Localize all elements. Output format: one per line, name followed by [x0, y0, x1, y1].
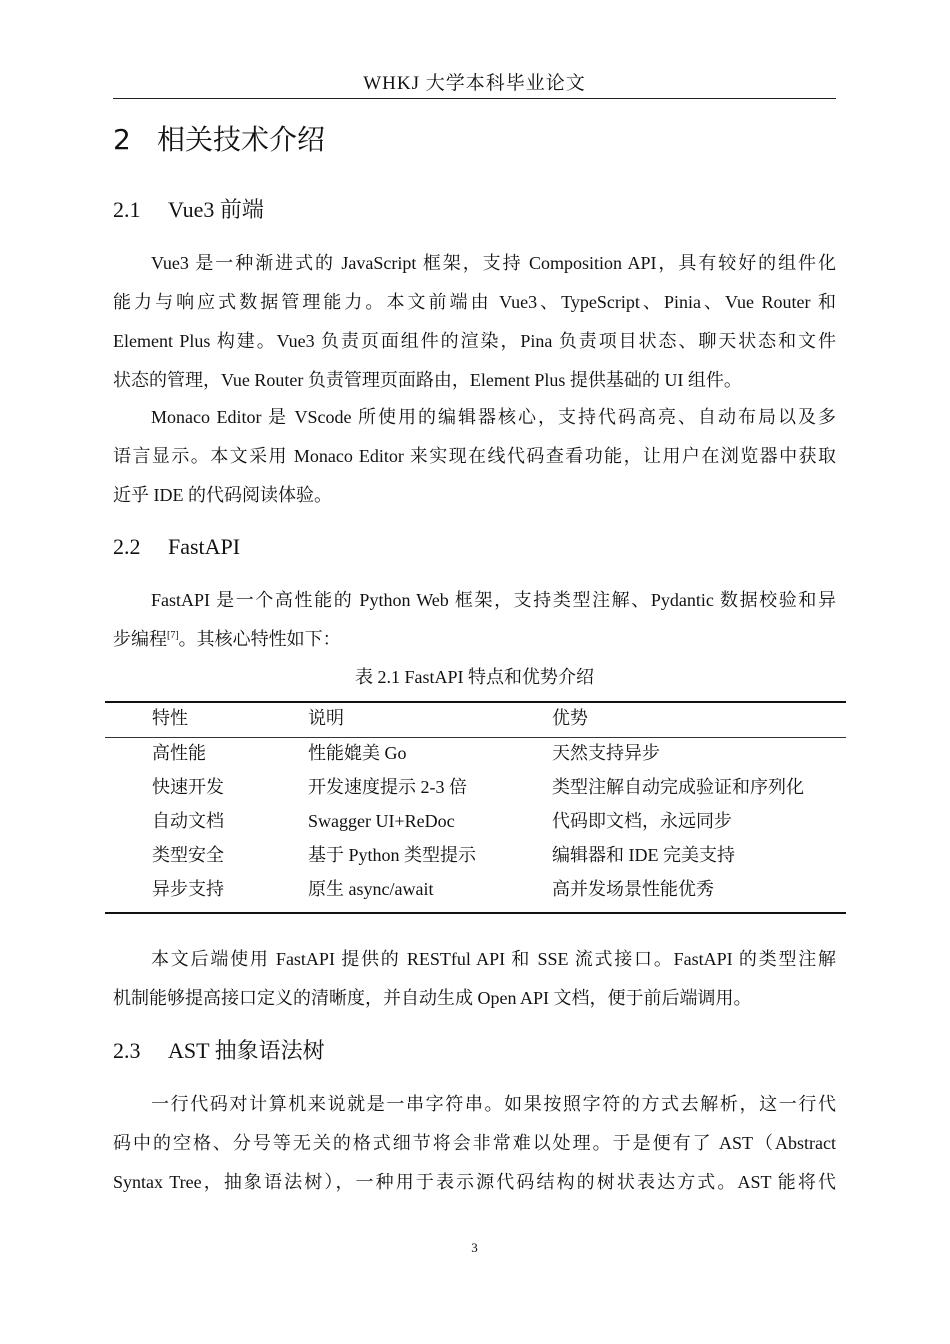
table-header-cell: 说明: [308, 708, 344, 728]
citation-marker: [7]: [167, 630, 179, 641]
table-cell: 高并发场景性能优秀: [552, 879, 714, 899]
page-number: 3: [471, 1240, 478, 1255]
paragraph-fastapi-intro: [113, 581, 836, 659]
section-title: Vue3 前端: [168, 197, 264, 222]
section-title: AST 抽象语法树: [168, 1038, 325, 1063]
table-header-cell: 优势: [552, 708, 588, 728]
chapter-number: 2: [113, 123, 131, 156]
section-number: 2.2: [113, 534, 141, 559]
table-row: [105, 840, 846, 874]
text-fragment: 。其核心特性如下：: [178, 629, 341, 649]
table-cell: Swagger UI+ReDoc: [308, 811, 455, 831]
text-line: 能力与响应式数据管理能力。本文前端由 Vue3、TypeScript、Pinia、Vue Router 和: [113, 292, 836, 312]
table-cell: 自动文档: [152, 811, 224, 831]
table-cell: 异步支持: [152, 879, 224, 899]
chapter-title: 相关技术介绍: [157, 123, 326, 156]
table-cell: 类型安全: [152, 845, 224, 865]
section-heading-2-3: [113, 1036, 325, 1066]
table-row: [105, 806, 846, 840]
text-line: [113, 620, 836, 659]
text-line: 本文后端使用 FastAPI 提供的 RESTful API 和 SSE 流式接口。FastAPI 的类型注解: [151, 949, 836, 969]
running-header: WHKJ 大学本科毕业论文: [363, 73, 586, 94]
table-cell: 基于 Python 类型提示: [308, 845, 477, 865]
table-body: [105, 738, 846, 912]
table-cell: 类型注解自动完成验证和序列化: [552, 777, 804, 797]
text-line: 状态的管理，Vue Router 负责管理页面路由，Element Plus 提供基础的 UI 组件。: [113, 370, 742, 390]
text-line: FastAPI 是一个高性能的 Python Web 框架，支持类型注解、Pydantic 数据校验和异: [151, 590, 836, 610]
paragraph-ast: [113, 1085, 836, 1202]
chapter-heading: [113, 120, 325, 160]
table-header-row: [105, 703, 846, 738]
table-cell: 编辑器和 IDE 完美支持: [552, 845, 735, 865]
text-line: 码中的空格、分号等无关的格式细节将会非常难以处理。于是便有了 AST（Abstract: [113, 1133, 836, 1153]
table-row: [105, 738, 846, 772]
table-cell: 性能媲美 Go: [308, 743, 407, 763]
section-heading-2-2: [113, 532, 240, 562]
section-title: FastAPI: [168, 534, 241, 559]
table-row: [105, 874, 846, 908]
table-cell: 原生 async/await: [308, 879, 434, 899]
table-cell: 高性能: [152, 743, 206, 763]
text-line: 一行代码对计算机来说就是一串字符串。如果按照字符的方式去解析，这一行代: [151, 1094, 836, 1114]
table-cell: 开发速度提示 2-3 倍: [308, 777, 467, 797]
text-line: 近乎 IDE 的代码阅读体验。: [113, 485, 332, 505]
section-heading-2-1: [113, 195, 264, 225]
paragraph-fastapi-backend: [113, 940, 836, 1018]
text-line: 机制能够提高接口定义的清晰度，并自动生成 Open API 文档，便于前后端调用。: [113, 988, 752, 1008]
table-cell: 天然支持异步: [552, 743, 660, 763]
table-row: [105, 772, 846, 806]
table-caption: 表 2.1 FastAPI 特点和优势介绍: [354, 667, 594, 687]
text-line: Vue3 是一种渐进式的 JavaScript 框架，支持 Composition API，具有较好的组件化: [151, 253, 836, 273]
text-line: 语言显示。本文采用 Monaco Editor 来实现在线代码查看功能，让用户在浏览器中获取: [113, 446, 836, 466]
table-cell: 快速开发: [152, 777, 224, 797]
paragraph-monaco: [113, 398, 836, 515]
header-rule: [113, 98, 836, 99]
text-line: Monaco Editor 是 VScode 所使用的编辑器核心，支持代码高亮、自动布局以及多: [151, 407, 836, 427]
paragraph-vue3: [113, 244, 836, 400]
section-number: 2.3: [113, 1038, 141, 1063]
fastapi-features-table: [105, 701, 846, 914]
table-cell: 代码即文档，永远同步: [552, 811, 732, 831]
text-line: Element Plus 构建。Vue3 负责页面组件的渲染，Pina 负责项目状态、聊天状态和文件: [113, 331, 836, 351]
text-line: Syntax Tree，抽象语法树），一种用于表示源代码结构的树状表达方式。AST 能将代: [113, 1172, 836, 1192]
text-fragment: 步编程: [113, 629, 167, 649]
table-header-cell: 特性: [152, 708, 188, 728]
section-number: 2.1: [113, 197, 141, 222]
